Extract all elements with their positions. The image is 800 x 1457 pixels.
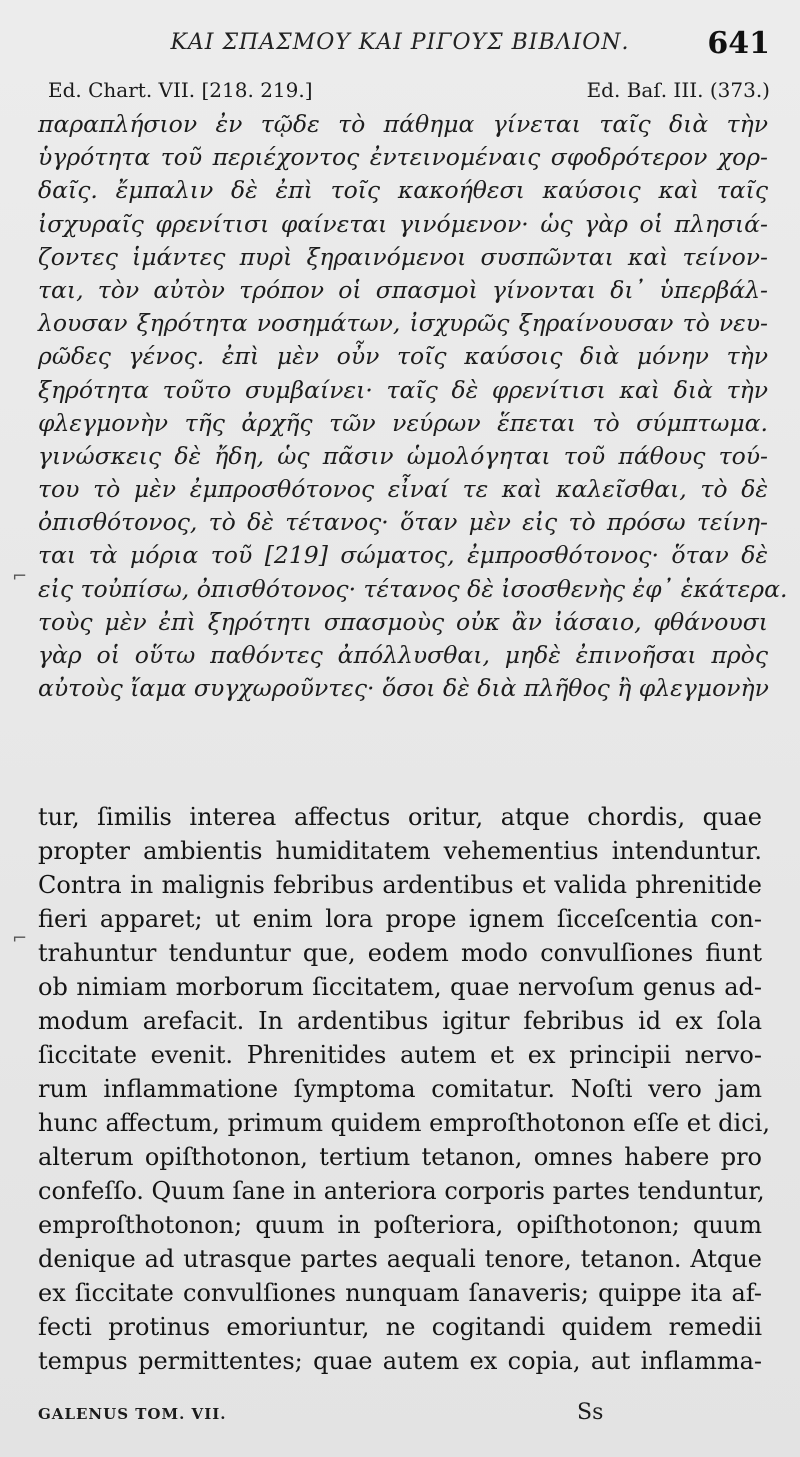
greek-text-line: λουσαν ξηρότητα νοσημάτων, ἰσχυρῶς ξηραίνουσαν τὸ νευ- [38,309,768,338]
latin-text-line: rum inflammatione ſymptoma comitatur. Noſti vero jam [38,1075,762,1103]
greek-text-line: ὑγρότητα τοῦ περιέχοντος ἐντεινομέναις σφοδρότερον χορ- [38,143,768,172]
latin-text-line: hunc affectum, primum quidem emproſthotonon eſſe et dici, [38,1109,770,1137]
edition-reference-right: Ed. Baſ. III. (373.) [586,78,770,102]
latin-text-line: tur, ſimilis interea affectus oritur, atque chordis, quae [38,803,762,831]
greek-text-block [38,108,788,705]
latin-text-line: fieri apparet; ut enim lora prope ignem ſicceſcentia con- [38,905,762,933]
page-number: 641 [707,26,770,61]
latin-text-line: tempus permittentes; quae autem ex copia, aut inflamma- [38,1347,762,1375]
running-title: ΚΑΙ ΣΠΑΣΜΟΥ ΚΑΙ ΡΙΓΟΥΣ ΒΙΒΛΙΟΝ. [170,30,630,55]
greek-text-line: του τὸ μὲν ἐμπροσθότονος εἶναί τε καὶ καλεῖσθαι, τὸ δὲ [38,475,768,504]
greek-text-line: ται, τὸν αὐτὸν τρόπον οἱ σπασμοὶ γίνονται δι᾽ ὑπερβάλ- [38,275,768,304]
edition-reference-left: Ed. Chart. VII. [218. 219.] [48,78,313,102]
latin-text-block [38,800,770,1378]
latin-text-line: denique ad utrasque partes aequali tenore, tetanon. Atque [38,1245,762,1273]
greek-text-line: ξηρότητα τοῦτο συμβαίνει· ταῖς δὲ φρενίτισι καὶ διὰ τὴν [38,375,768,404]
greek-text-line: φλεγμονὴν τῆς ἀρχῆς τῶν νεύρων ἕπεται τὸ σύμπτωμα. [38,408,768,437]
greek-text-line: εἰς τοὐπίσω, ὀπισθότονος· τέτανος δὲ ἰσοσθενὴς ἐφ᾽ ἑκάτερα. [38,574,788,603]
margin-tick-mark: ⌐ [12,566,28,587]
margin-tick-mark: ⌐ [12,928,28,949]
latin-text-line: modum arefacit. In ardentibus igitur febribus id ex ſola [38,1007,762,1035]
greek-text-line: γὰρ οἱ οὕτω παθόντες ἀπόλλυσθαι, μηδὲ ἐπινοῆσαι πρὸς [38,641,768,669]
greek-text-line: δαῖς. ἔμπαλιν δὲ ἐπὶ τοῖς κακοήθεσι καύσοις καὶ ταῖς [38,176,768,205]
greek-text-line: ρῶδες γένος. ἐπὶ μὲν οὖν τοῖς καύσοις διὰ μόνην τὴν [38,342,768,371]
greek-text-line: τοὺς μὲν ἐπὶ ξηρότητι σπασμοὺς οὐκ ἂν ἰάσαιο, φθάνουσι [38,607,768,636]
latin-text-line: ob nimiam morborum ſiccitatem, quae nervoſum genus ad- [38,973,762,1001]
greek-text-line: ζοντες ἱμάντες πυρὶ ξηραινόμενοι συσπῶνται καὶ τείνον- [38,242,768,271]
greek-text-line: ται τὰ μόρια τοῦ [219] σώματος, ἐμπροσθότονος· ὅταν δὲ [38,541,768,570]
latin-text-line: Contra in malignis febribus ardentibus et valida phrenitide [38,871,762,899]
latin-text-line: fecti protinus emoriuntur, ne cogitandi quidem remedii [38,1313,762,1341]
latin-text-line: confeſſo. Quum ſane in anteriora corporis partes tenduntur, [38,1177,765,1205]
greek-text-line: αὐτοὺς ἴαμα συγχωροῦντες· ὅσοι δὲ διὰ πλῆθος ἢ φλεγμονὴν [38,674,769,703]
latin-text-line: alterum opiſthotonon, tertium tetanon, omnes habere pro [38,1143,762,1171]
latin-text-line: propter ambientis humiditatem vehementius intenduntur. [38,837,762,865]
latin-text-line: ſiccitate evenit. Phrenitides autem et ex principii nervo- [38,1041,762,1069]
greek-text-line: ὀπισθότονος, τὸ δὲ τέτανος· ὅταν μὲν εἰς τὸ πρόσω τείνη- [38,508,768,537]
signature-line: GALENUS TOM. VII. [38,1405,227,1423]
greek-text-line: παραπλήσιον ἐν τῷδε τὸ πάθημα γίνεται ταῖς διὰ τὴν [38,110,768,138]
latin-text-line: trahuntur tenduntur que, eodem modo convulſiones fiunt [38,939,762,967]
greek-text-line: ἰσχυραῖς φρενίτισι φαίνεται γινόμενον· ὡς γὰρ οἱ πλησιά- [38,209,768,238]
latin-text-line: emproſthotonon; quum in poſteriora, opiſthotonon; quum [38,1211,762,1239]
latin-text-line: ex ſiccitate convulſiones nunquam ſanaveris; quippe ita af- [38,1279,762,1307]
sheet-mark: Ss [577,1400,604,1425]
greek-text-line: γινώσκεις δὲ ἤδη, ὡς πᾶσιν ὡμολόγηται τοῦ πάθους τού- [38,441,768,470]
